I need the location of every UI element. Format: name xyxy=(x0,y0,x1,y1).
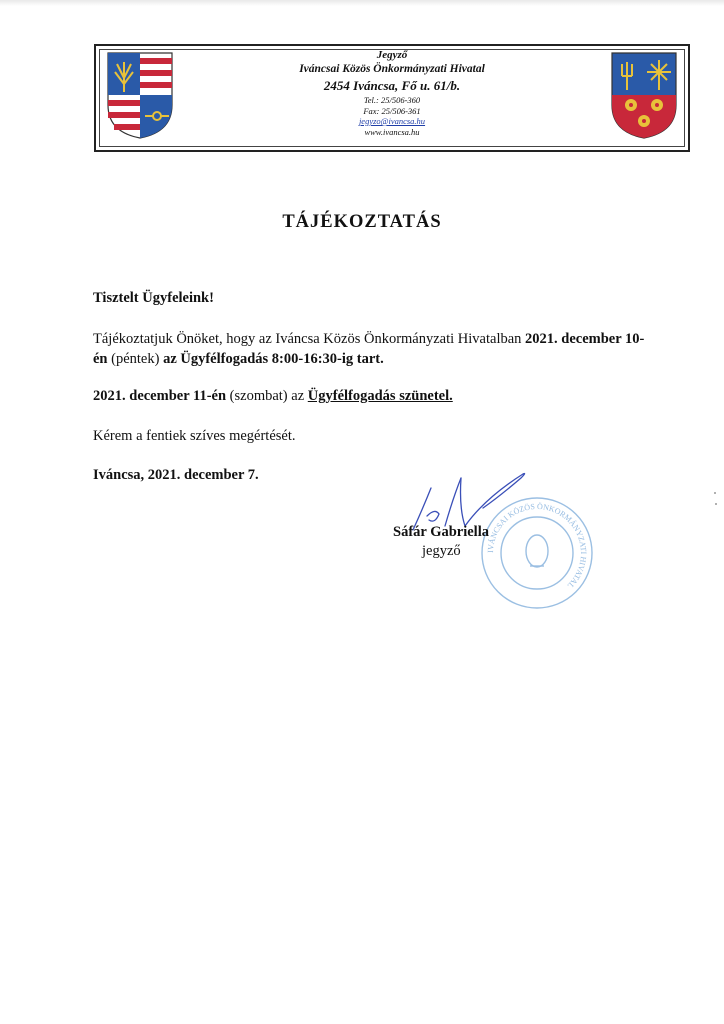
paragraph-1 xyxy=(93,329,653,369)
place-and-date: Iváncsa, 2021. december 7. xyxy=(93,467,259,483)
p2-date: 2021. december 11-én xyxy=(93,388,227,404)
coat-of-arms-right-icon xyxy=(609,50,679,140)
letterhead-address: 2454 Iváncsa, Fő u. 61/b. xyxy=(323,78,461,93)
p1-hours: az Ügyfélfogadás 8:00-16:30-ig tart. xyxy=(163,351,384,367)
scan-speck-marks xyxy=(712,490,720,510)
letterhead-tel: Tel.: 25/506-360 xyxy=(363,95,421,105)
page-title: TÁJÉKOZTATÁS xyxy=(282,212,442,232)
paragraph-3: Kérem a fentiek szíves megértését. xyxy=(93,428,296,444)
p2-day: (szombat) az xyxy=(226,388,308,404)
letterhead-line1: Jegyző xyxy=(376,49,408,61)
p1-text-a: Tájékoztatjuk Önöket, hogy az Iváncsa Közös Önkormányzati Hivatalban xyxy=(93,331,526,347)
paragraph-2 xyxy=(93,386,653,406)
p2-closed-notice: Ügyfélfogadás szünetel. xyxy=(307,388,453,404)
signatory-name: Sáfár Gabriella xyxy=(393,524,489,540)
letterhead xyxy=(94,44,690,152)
letterhead-email-link[interactable]: jegyzo@ivancsa.hu xyxy=(358,116,426,126)
p1-day: (péntek) xyxy=(107,351,164,367)
scan-shade xyxy=(0,0,724,6)
greeting: Tisztelt Ügyfeleink! xyxy=(93,290,214,306)
letterhead-text xyxy=(186,49,598,137)
stamp-text: IVÁNCSAI KÖZÖS ÖNKORMÁNYZATI HIVATAL xyxy=(485,501,589,591)
p1-date: 2021. december 10-én xyxy=(93,331,645,367)
coat-of-arms-left-icon xyxy=(105,50,175,140)
letterhead-fax: Fax: 25/506-361 xyxy=(363,105,421,116)
letterhead-website: www.ivancsa.hu xyxy=(364,126,420,137)
signatory-role: jegyző xyxy=(422,543,461,559)
letterhead-office-name: Iváncsai Közös Önkormányzati Hivatal xyxy=(299,63,485,75)
